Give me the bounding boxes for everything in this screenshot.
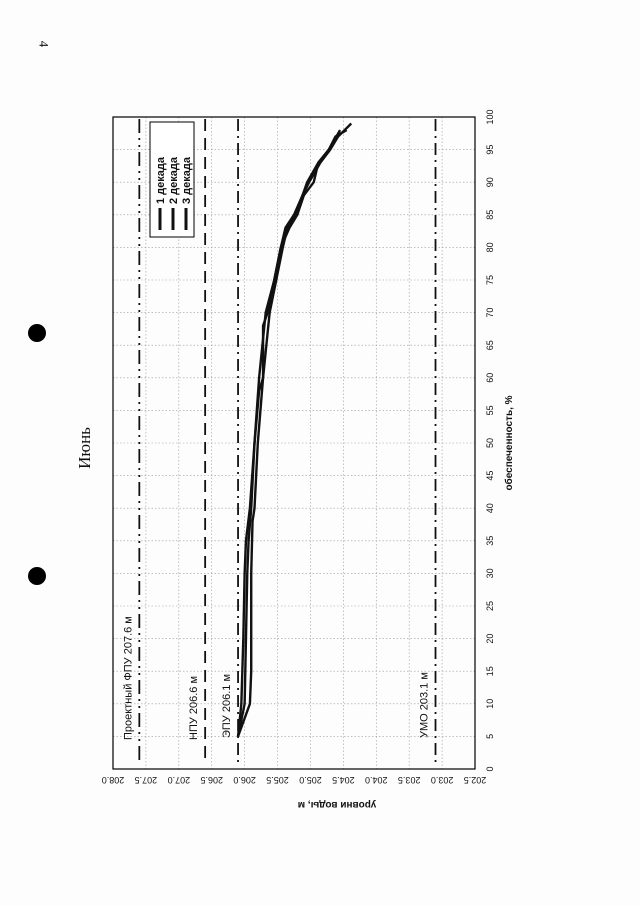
x-axis-label: обеспеченность, % [504, 395, 515, 491]
y-tick-label: 207.5 [134, 775, 158, 785]
x-tick-label: 30 [485, 568, 495, 579]
x-tick-label: 80 [485, 242, 495, 253]
y-tick-labels [102, 775, 487, 785]
reference-line-label: УМО 203.1 м [418, 672, 431, 738]
legend-label: 1 декада [155, 157, 167, 204]
y-tick-label: 203.5 [397, 775, 421, 785]
x-tick-label: 40 [485, 503, 495, 514]
data-series [238, 124, 351, 737]
x-tick-label: 5 [485, 733, 495, 739]
y-tick-label: 208.0 [101, 775, 125, 785]
reference-line-label: Проектный ФПУ 207.6 м [122, 616, 135, 740]
y-tick-label: 206.0 [233, 775, 256, 785]
x-tick-label: 25 [485, 600, 495, 612]
y-tick-label: 205.0 [299, 775, 322, 785]
x-tick-label: 35 [485, 535, 495, 546]
y-axis-label: уровни воды, м [297, 799, 377, 810]
reference-line-label: НПУ 206.6 м [188, 675, 201, 740]
month-title: Июнь [74, 427, 94, 469]
y-tick-label: 202.5 [463, 775, 487, 785]
legend-label: 2 декада [168, 157, 180, 204]
y-tick-label: 205.5 [266, 775, 289, 785]
x-tick-label: 70 [485, 307, 495, 318]
x-tick-label: 65 [485, 340, 495, 351]
x-tick-label: 15 [485, 666, 495, 677]
y-tick-label: 207.0 [167, 775, 191, 785]
chart-legend [150, 122, 194, 237]
x-tick-label: 95 [485, 144, 495, 155]
x-tick-label: 75 [485, 274, 495, 286]
x-tick-label: 0 [485, 766, 495, 772]
x-tick-label: 45 [485, 470, 495, 481]
x-tick-label: 55 [485, 405, 495, 416]
page-number: 4 [36, 40, 52, 48]
x-tick-label: 85 [485, 209, 495, 220]
y-tick-label: 203.0 [430, 775, 454, 785]
x-tick-label: 90 [485, 177, 495, 188]
x-tick-label: 10 [485, 698, 495, 709]
legend-label: 3 декада [181, 157, 193, 204]
x-tick-labels [485, 109, 495, 771]
reference-line-label: ЭПУ 206.1 м [221, 673, 234, 738]
x-tick-label: 100 [485, 109, 495, 125]
x-tick-label: 50 [485, 437, 495, 449]
x-tick-label: 20 [485, 633, 495, 644]
y-tick-label: 204.5 [332, 775, 355, 785]
y-tick-label: 204.0 [365, 775, 388, 785]
x-tick-label: 60 [485, 372, 495, 383]
y-tick-label: 206.5 [200, 775, 223, 785]
